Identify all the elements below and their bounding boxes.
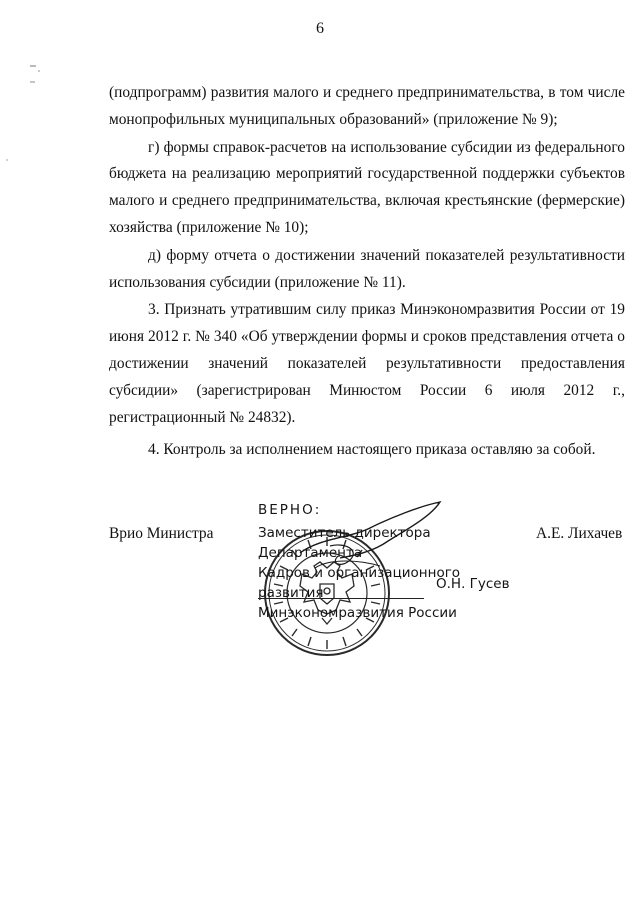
copy-certification-position-line1: Заместитель директора Департамента bbox=[258, 525, 431, 561]
scan-artifacts bbox=[0, 0, 60, 905]
page-number: 6 bbox=[316, 20, 324, 37]
paragraph-item-4: 4. Контроль за исполнением настоящего приказа оставляю за собой. bbox=[148, 441, 596, 459]
paragraph-item-g: г) формы справок-расчетов на использование субсидии из федерального бюджета на реализацию мероприятий государственной поддержки субъектов малого и среднего предпринимательства, включая крестьянские (фермерские) хозяйства (приложение № 10); bbox=[109, 138, 625, 236]
paragraph-item-3: 3. Признать утратившим силу приказ Минэкономразвития России от 19 июня 2012 г. № 340 «Об утверждении формы и сроков представления отчета о достижении значений показателей результативности предоставления субсидии» (зарегистрирован Минюстом России 6 июля 2012 г., регистрационный № 24832). bbox=[109, 301, 625, 426]
document-body bbox=[109, 80, 625, 464]
paragraph-continuation: (подпрограмм) развития малого и среднего предпринимательства, в том числе монопрофильных муниципальных образований» (приложение № 9); bbox=[109, 84, 625, 128]
signatory-title: Врио Министра bbox=[109, 525, 214, 542]
copy-certification-position-line3: Минэкономразвития России bbox=[258, 605, 457, 621]
signature-line bbox=[258, 598, 424, 599]
copy-certification bbox=[258, 500, 528, 623]
copy-certification-mark: ВЕРНО: bbox=[258, 502, 322, 518]
copy-certification-position-line2: Кадров и организационного развития bbox=[258, 565, 461, 601]
signatory-name: А.Е. Лихачев bbox=[536, 525, 623, 542]
copy-certification-signer: О.Н. Гусев bbox=[436, 576, 510, 592]
paragraph-item-d: д) форму отчета о достижении значений показателей результативности использования субсидии (приложение № 11). bbox=[109, 246, 625, 291]
